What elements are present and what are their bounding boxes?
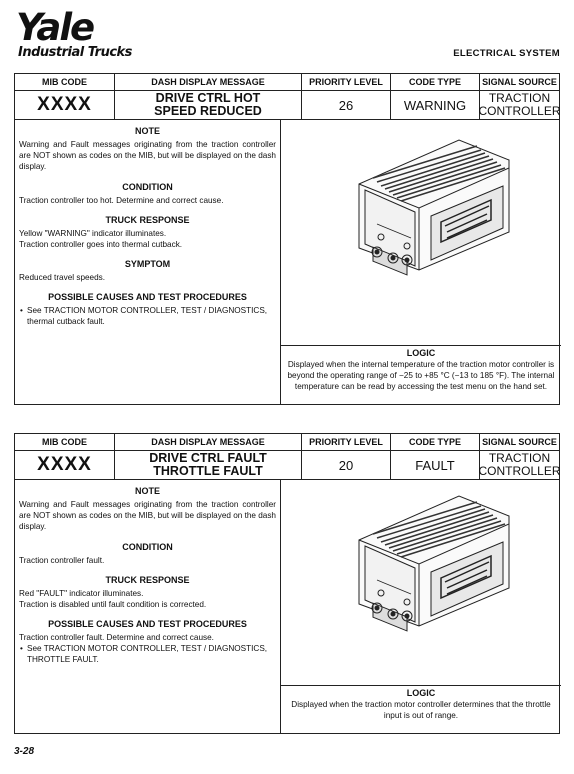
symptom-heading: SYMPTOM (124, 259, 171, 269)
brand-subtitle: Industrial Trucks (18, 45, 132, 60)
causes-item: • See TRACTION MOTOR CONTROLLER, TEST / DIAGNOSTICS, THROTTLE FAULT. (27, 643, 276, 665)
condition-text: Traction controller fault. (19, 556, 105, 565)
dash-message-value (115, 451, 302, 480)
motor-controller-icon (281, 480, 561, 685)
description-column (15, 480, 281, 733)
signal-source-value (480, 451, 559, 480)
truck-response-line2: Traction is disabled until fault condition is corrected. (19, 600, 207, 609)
controller-illustration (281, 480, 561, 685)
header-mib-code: MIB CODE (15, 74, 115, 91)
logic-panel (281, 345, 561, 404)
note-text: Warning and Fault messages originating from the traction controller are NOT shown as codes on the MIB, but will be displayed on the dash display. (19, 500, 276, 531)
condition-heading: CONDITION (122, 182, 173, 192)
logic-heading: LOGIC (406, 688, 436, 698)
mib-code-value: XXXX (15, 91, 115, 120)
dash-message-line2: THROTTLE FAULT (153, 464, 263, 478)
dash-message-line1: DRIVE CTRL HOT (155, 91, 261, 105)
logic-text: Displayed when the internal temperature of the traction motor controller is beyond the operating range of −25 to +85 °C (−13 to 185 °F). The internal temperature can be read by accessing the test menu on the hand set. (287, 360, 555, 391)
code-type-value: FAULT (391, 451, 480, 480)
causes-text: Traction controller fault. Determine and correct cause. (19, 633, 214, 642)
page-number: 3-28 (14, 746, 35, 757)
header-dash-message: DASH DISPLAY MESSAGE (115, 434, 302, 451)
description-column (15, 120, 281, 404)
causes-list (19, 643, 276, 665)
header-dash-message: DASH DISPLAY MESSAGE (115, 74, 302, 91)
signal-source-line1: TRACTION (488, 451, 551, 465)
truck-response-heading: TRUCK RESPONSE (105, 215, 190, 225)
logic-heading: LOGIC (406, 348, 436, 358)
signal-source-line2: CONTROLLER (478, 464, 561, 478)
header-priority: PRIORITY LEVEL (302, 434, 391, 451)
code-type-value: WARNING (391, 91, 480, 120)
causes-heading: POSSIBLE CAUSES AND TEST PROCEDURES (48, 619, 247, 629)
signal-source-line1: TRACTION (488, 91, 551, 105)
truck-response-line1: Yellow "WARNING" indicator illuminates. (19, 229, 167, 238)
dash-message-line1: DRIVE CTRL FAULT (149, 451, 267, 465)
condition-text: Traction controller too hot. Determine and correct cause. (19, 196, 224, 205)
header-signal-source: SIGNAL SOURCE (480, 434, 559, 451)
yale-logo (16, 6, 132, 60)
logic-text: Displayed when the traction motor controller determines that the throttle input is out of range. (291, 700, 551, 720)
brand-name: Yale (16, 6, 94, 49)
dash-message-value (115, 91, 302, 120)
motor-controller-icon (281, 120, 561, 345)
signal-source-line2: CONTROLLER (478, 104, 561, 118)
truck-response-line1: Red "FAULT" indicator illuminates. (19, 589, 144, 598)
header-code-type: CODE TYPE (391, 74, 480, 91)
header-code-type: CODE TYPE (391, 434, 480, 451)
truck-response-line2: Traction controller goes into thermal cutback. (19, 240, 183, 249)
header-signal-source: SIGNAL SOURCE (480, 74, 559, 91)
fault-block-1 (14, 73, 560, 405)
section-title: ELECTRICAL SYSTEM (453, 48, 560, 59)
causes-item: • See TRACTION MOTOR CONTROLLER, TEST / DIAGNOSTICS, thermal cutback fault. (27, 305, 276, 327)
logic-panel (281, 685, 561, 733)
priority-value: 20 (302, 451, 391, 480)
condition-heading: CONDITION (122, 542, 173, 552)
header-priority: PRIORITY LEVEL (302, 74, 391, 91)
signal-source-value (480, 91, 559, 120)
symptom-text: Reduced travel speeds. (19, 273, 106, 282)
mib-code-value: XXXX (15, 451, 115, 480)
priority-value: 26 (302, 91, 391, 120)
note-heading: NOTE (134, 126, 160, 136)
causes-heading: POSSIBLE CAUSES AND TEST PROCEDURES (48, 292, 247, 302)
dash-message-line2: SPEED REDUCED (154, 104, 262, 118)
truck-response-heading: TRUCK RESPONSE (105, 575, 190, 585)
controller-illustration (281, 120, 561, 345)
header-mib-code: MIB CODE (15, 434, 115, 451)
note-text: Warning and Fault messages originating from the traction controller are NOT shown as codes on the MIB, but will be displayed on the dash display. (19, 140, 276, 171)
causes-list (19, 305, 276, 327)
fault-block-2 (14, 433, 560, 734)
note-heading: NOTE (134, 486, 160, 496)
